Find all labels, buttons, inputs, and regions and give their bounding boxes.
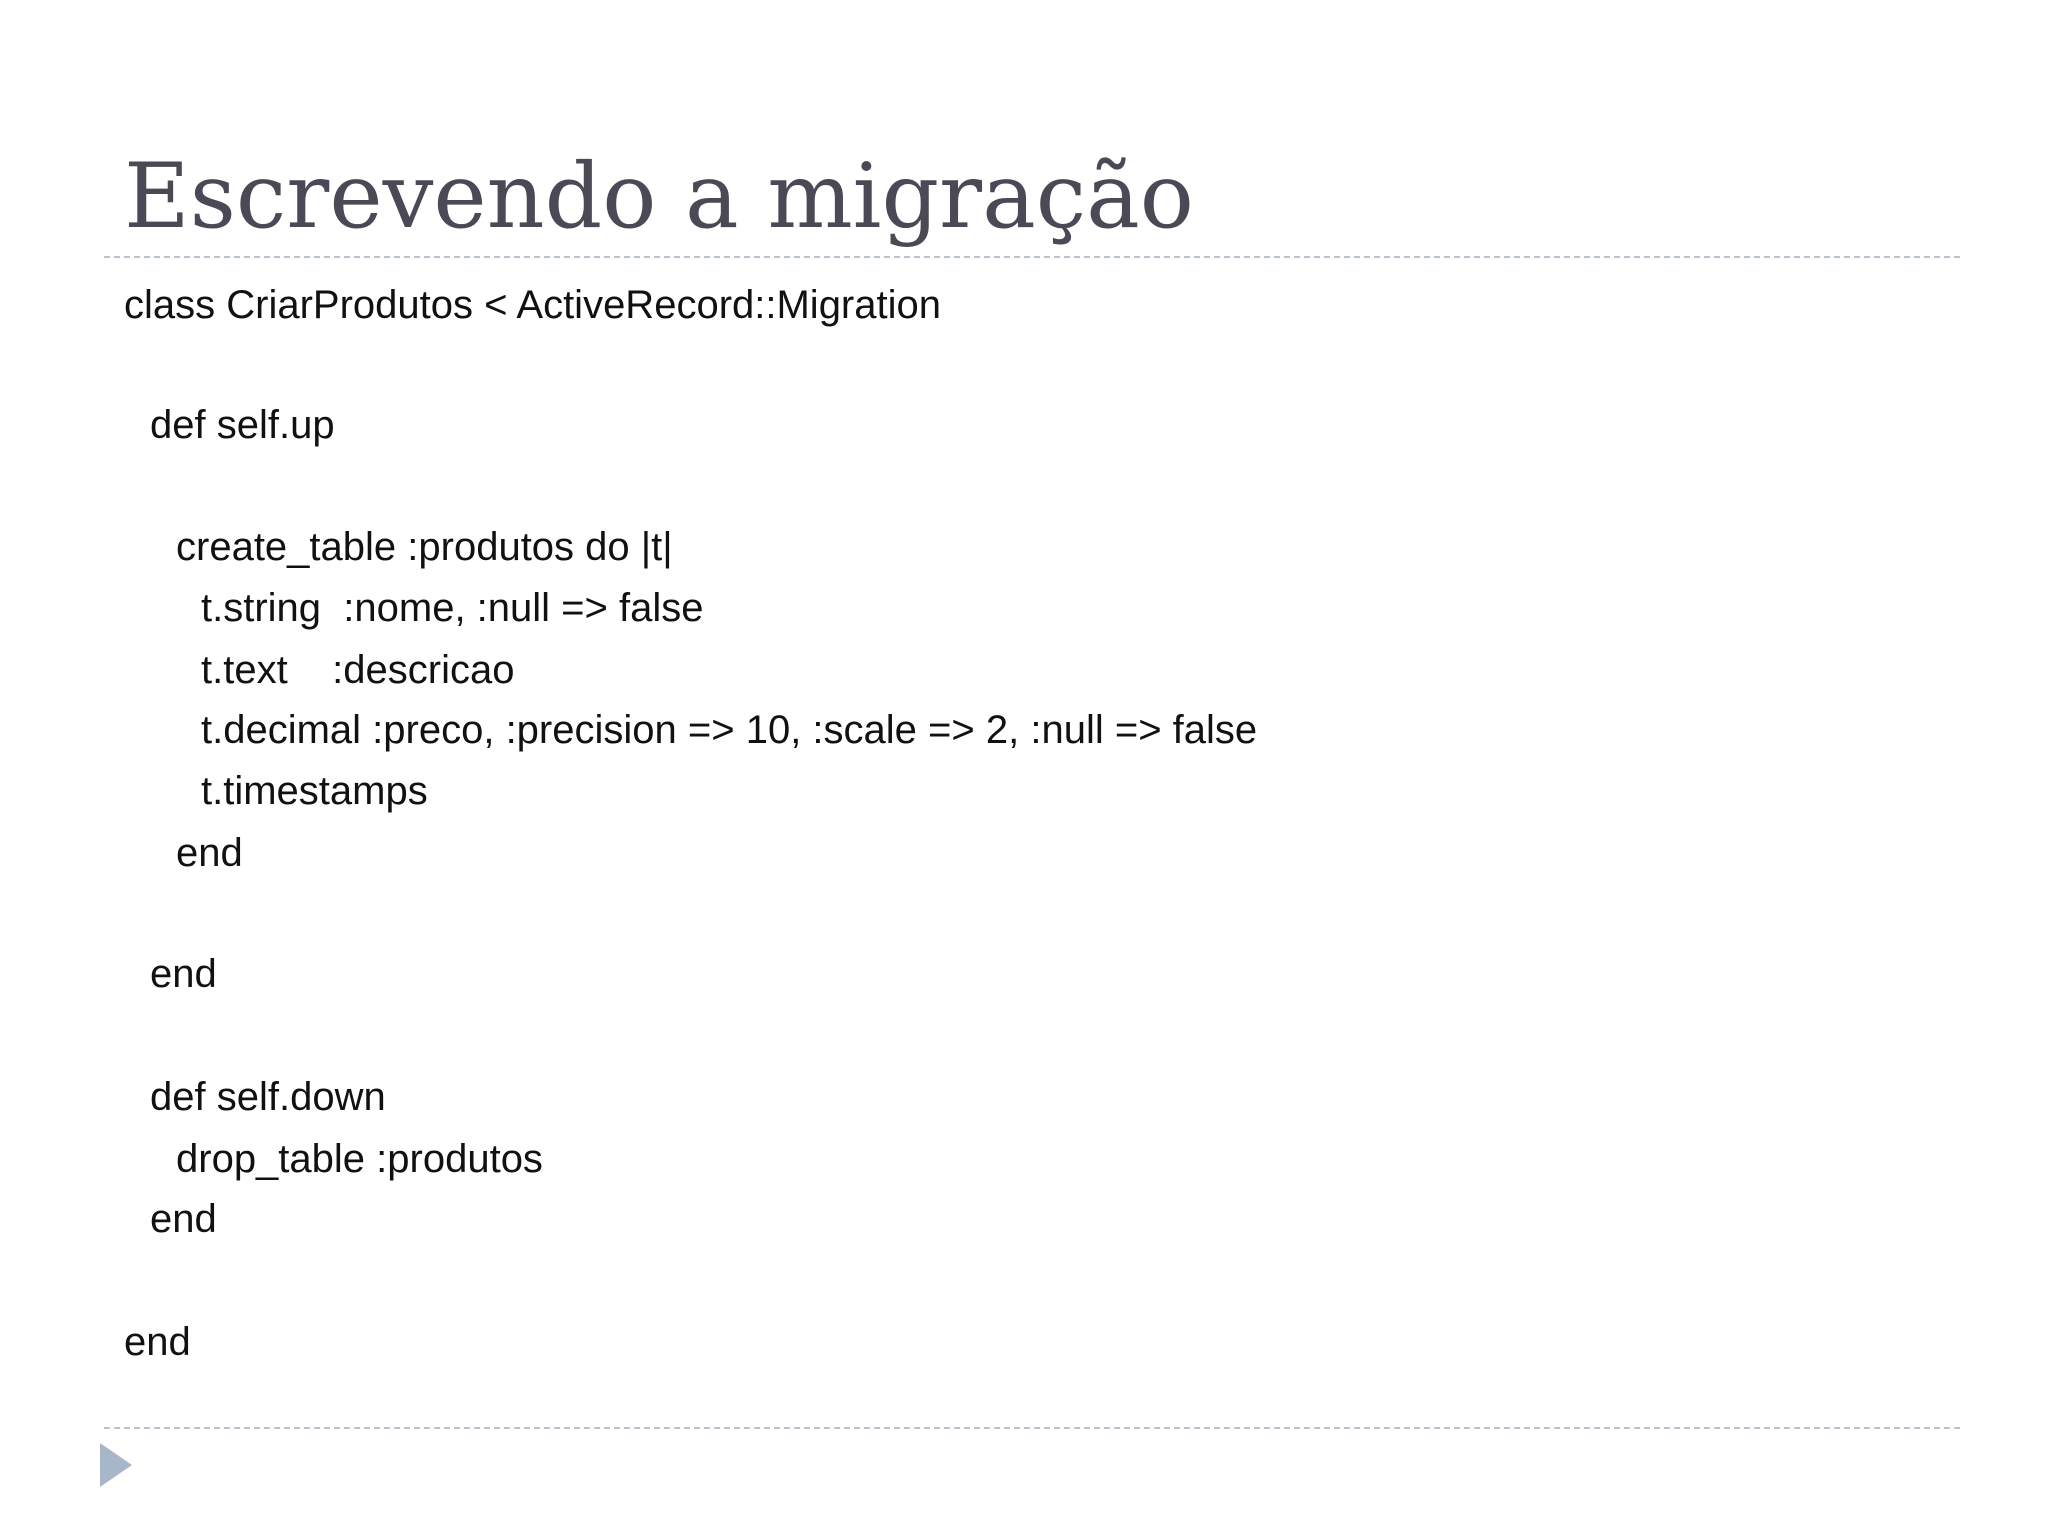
code-line: def self.up [150,403,335,447]
code-line: t.decimal :preco, :precision => 10, :scale => 2, :null => false [201,708,1258,752]
code-line: create_table :produtos do |t| [176,525,673,569]
code-line: drop_table :produtos [176,1137,543,1181]
code-line: t.timestamps [201,769,428,813]
code-line: t.text :descricao [201,648,515,692]
slide-title: Escrevendo a migração [124,144,1194,249]
play-triangle-icon [100,1443,132,1487]
code-line: end [150,1197,217,1241]
code-line: def self.down [150,1075,386,1119]
code-line: end [150,952,217,996]
footer-divider [104,1427,1960,1429]
title-divider [104,256,1960,258]
code-line: end [124,1320,191,1364]
code-line: t.string :nome, :null => false [201,586,704,630]
code-line: end [176,831,243,875]
code-line: class CriarProdutos < ActiveRecord::Migration [124,283,941,327]
